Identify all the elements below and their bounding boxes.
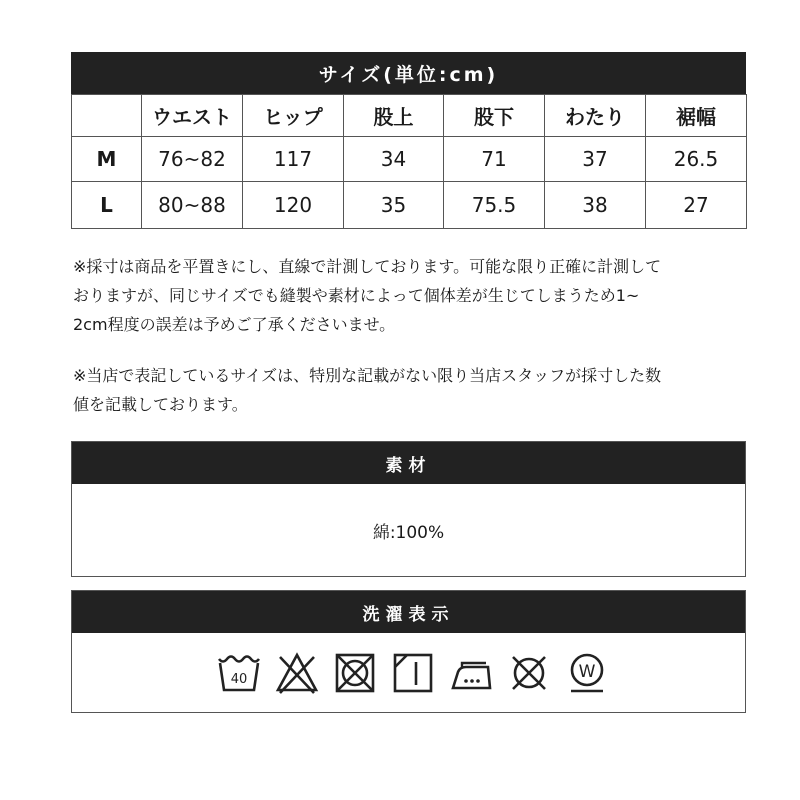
care-title: 洗濯表示	[72, 591, 745, 633]
wet-clean-letter: W	[578, 661, 595, 682]
size-section	[71, 52, 746, 229]
no-bleach-icon	[274, 650, 320, 696]
measurement-note-text: ※採寸は商品を平置きにし、直線で計測しております。可能な限り正確に計測して おりますが、同じサイズでも縫製や素材によって個体差が生じてしまうため1~ 2cm程度の誤差は予めご了承くださいませ。	[73, 257, 662, 334]
wash-40-icon	[216, 650, 262, 696]
table-cell: 76~82	[142, 137, 243, 182]
care-section	[71, 590, 746, 713]
table-header-cell: 股下	[444, 95, 545, 137]
care-icons	[72, 633, 745, 712]
table-row	[72, 137, 747, 182]
table-cell: 75.5	[444, 182, 545, 229]
no-tumble-dry-icon	[332, 650, 378, 696]
table-cell: 120	[243, 182, 344, 229]
line-dry-shade-icon	[390, 650, 436, 696]
table-header-cell: 股上	[344, 95, 444, 137]
table-cell: 38	[545, 182, 646, 229]
table-header-cell: わたり	[545, 95, 646, 137]
table-cell: 117	[243, 137, 344, 182]
table-cell: 27	[646, 182, 747, 229]
table-cell: 34	[344, 137, 444, 182]
table-cell: 37	[545, 137, 646, 182]
table-header-cell: ヒップ	[243, 95, 344, 137]
size-table-title: サイズ(単位:cm)	[71, 52, 746, 94]
size-table	[71, 94, 747, 229]
staff-measure-note	[73, 361, 753, 419]
row-label: M	[72, 137, 142, 182]
row-label: L	[72, 182, 142, 229]
material-section	[71, 441, 746, 577]
no-dry-clean-icon	[506, 650, 552, 696]
table-header-cell: 裾幅	[646, 95, 747, 137]
measurement-note	[73, 252, 753, 339]
iron-low-icon	[448, 650, 494, 696]
table-cell: 35	[344, 182, 444, 229]
staff-measure-note-text: ※当店で表記しているサイズは、特別な記載がない限り当店スタッフが採寸した数 値を記載しております。	[73, 366, 662, 414]
wash-temp-label: 40	[230, 671, 247, 687]
table-cell: 26.5	[646, 137, 747, 182]
material-value: 綿:100%	[372, 522, 445, 543]
table-header-row	[72, 95, 747, 137]
table-row	[72, 182, 747, 229]
table-header-cell: ウエスト	[142, 95, 243, 137]
material-title: 素材	[72, 442, 745, 484]
table-cell: 80~88	[142, 182, 243, 229]
table-cell: 71	[444, 137, 545, 182]
wet-clean-icon	[564, 650, 610, 696]
table-header-cell	[72, 95, 142, 137]
